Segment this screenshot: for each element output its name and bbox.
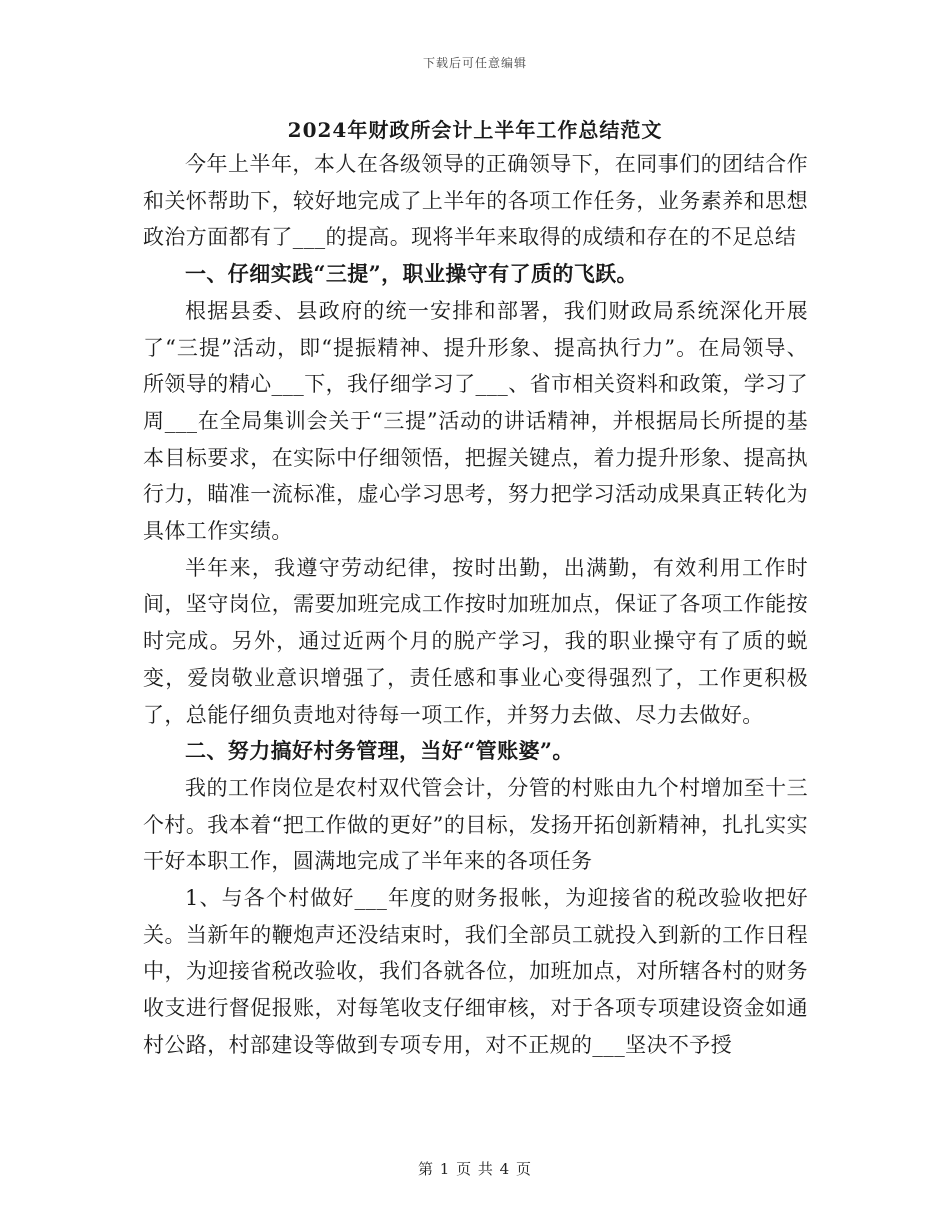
page-number: 第 1 页 共 4 页	[418, 1160, 532, 1178]
section1-paragraph-2: 半年来，我遵守劳动纪律，按时出勤，出满勤，有效利用工作时间，坚守岗位，需要加班完成工作按时加班加点，保证了各项工作能按时完成。另外，通过近两个月的脱产学习，我的职业操守有了质的蜕变，爱岗敬业意识增强了，责任感和事业心变得强烈了，工作更积极了，总能仔细负责地对待每一项工作，并努力去做、尽力去做好。	[143, 555, 808, 727]
header-note: 下载后可任意编辑	[422, 56, 527, 70]
section-heading-1: 一、仔细实践“三提”，职业操守有了质的飞跃。	[185, 261, 638, 287]
intro-paragraph: 今年上半年，本人在各级领导的正确领导下，在同事们的团结合作和关怀帮助下，较好地完成了上半年的各项工作任务，业务素养和思想政治方面都有了___的提高。现将半年来取得的成绩和存在的不足总结	[143, 152, 808, 250]
section2-paragraph-1: 我的工作岗位是农村双代管会计，分管的村账由九个村增加至十三个村。我本着“把工作做的更好”的目标，发扬开拓创新精神，扎扎实实干好本职工作，圆满地完成了半年来的各项任务	[143, 775, 808, 874]
document-body	[143, 146, 808, 1064]
document-title: 2024年财政所会计上半年工作总结范文	[287, 118, 663, 142]
section-heading-2: 二、努力搞好村务管理，当好“管账婆”。	[185, 738, 574, 764]
section1-paragraph-1: 根据县委、县政府的统一安排和部署，我们财政局系统深化开展了“三提”活动，即“提振精神、提升形象、提高执行力”。在局领导、所领导的精心___下，我仔细学习了___、省市相关资料和政策，学习了周___在全局集训会关于“三提”活动的讲话精神，并根据局长所提的基本目标要求，在实际中仔细领悟，把握关键点，着力提升形象、提高执行力，瞄准一流标准，虚心学习思考，努力把学习活动成果真正转化为具体工作实绩。	[143, 298, 808, 544]
section2-paragraph-2: 1、与各个村做好___年度的财务报帐，为迎接省的税改验收把好关。当新年的鞭炮声还没结束时，我们全部员工就投入到新的工作日程中，为迎接省税改验收，我们各就各位，加班加点，对所辖各村的财务收支进行督促报账，对每笔收支仔细审核，对于各项专项建设资金如通村公路，村部建设等做到专项专用，对不正规的___坚决不予授	[143, 886, 808, 1057]
